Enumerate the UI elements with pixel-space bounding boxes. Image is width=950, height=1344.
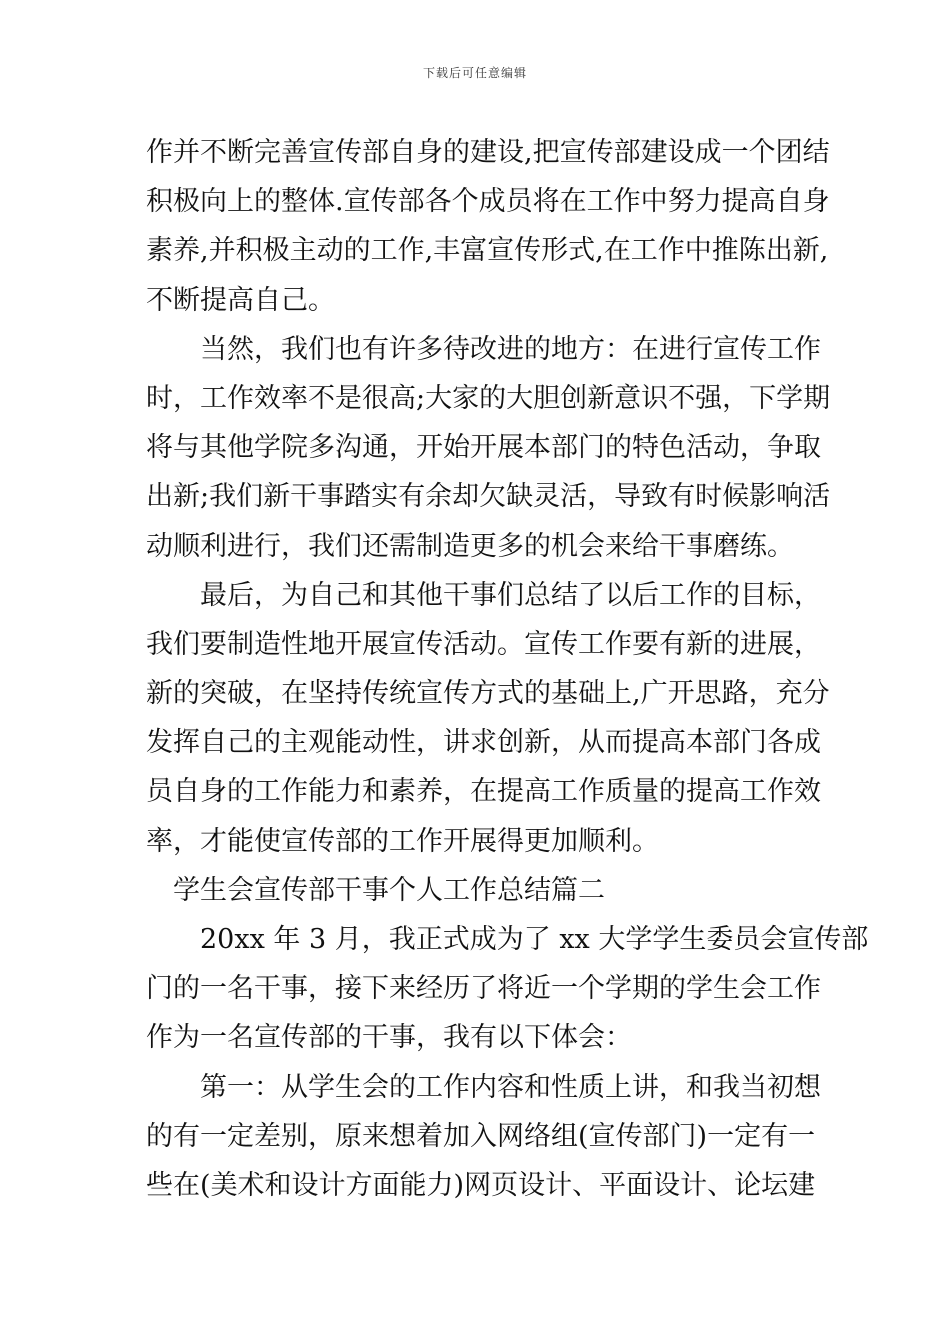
text-line: 员自身的工作能力和素养，在提高工作质量的提高工作效 [146, 776, 821, 808]
page-header: 下载后可任意编辑 [422, 66, 527, 80]
text-line: 动顺利进行，我们还需制造更多的机会来给干事磨练。 [146, 530, 794, 562]
text-line: 出新;我们新干事踏实有余却欠缺灵活，导致有时候影响活 [146, 481, 831, 513]
text-line: 我们要制造性地开展宣传活动。宣传工作要有新的进展， [146, 628, 821, 660]
text-line: 将与其他学院多沟通，开始开展本部门的特色活动，争取 [146, 432, 821, 464]
text-line: 最后，为自己和其他干事们总结了以后工作的目标， [200, 579, 821, 611]
text-line: 20xx 年 3 月，我正式成为了 xx 大学学生委员会宣传部 [200, 924, 869, 955]
text-line: 率，才能使宣传部的工作开展得更加顺利。 [146, 825, 659, 857]
text-line: 积极向上的整体.宣传部各个成员将在工作中努力提高自身 [146, 186, 830, 218]
text-line: 作并不断完善宣传部自身的建设,把宣传部建设成一个团结 [146, 137, 830, 168]
text-line: 素养,并积极主动的工作,丰富宣传形式,在工作中推陈出新, [146, 235, 829, 267]
text-line: 门的一名干事，接下来经历了将近一个学期的学生会工作 [146, 973, 821, 1005]
text-line: 些在(美术和设计方面能力)网页设计、平面设计、论坛建 [146, 1169, 816, 1201]
text-line: 时，工作效率不是很高;大家的大胆创新意识不强，下学期 [146, 382, 831, 414]
text-line: 当然，我们也有许多待改进的地方：在进行宣传工作 [200, 333, 821, 365]
section-heading: 学生会宣传部干事个人工作总结篇二 [173, 874, 605, 906]
text-line: 作为一名宣传部的干事，我有以下体会： [146, 1022, 632, 1054]
text-line: 不断提高自己。 [146, 284, 335, 316]
text-line: 的有一定差别，原来想着加入网络组(宣传部门)一定有一 [146, 1120, 816, 1152]
text-line: 新的突破，在坚持传统宣传方式的基础上,广开思路，充分 [146, 678, 830, 710]
text-line: 发挥自己的主观能动性，讲求创新，从而提高本部门各成 [146, 727, 821, 759]
document-body [146, 128, 869, 1210]
text-line: 第一：从学生会的工作内容和性质上讲，和我当初想 [200, 1071, 821, 1103]
